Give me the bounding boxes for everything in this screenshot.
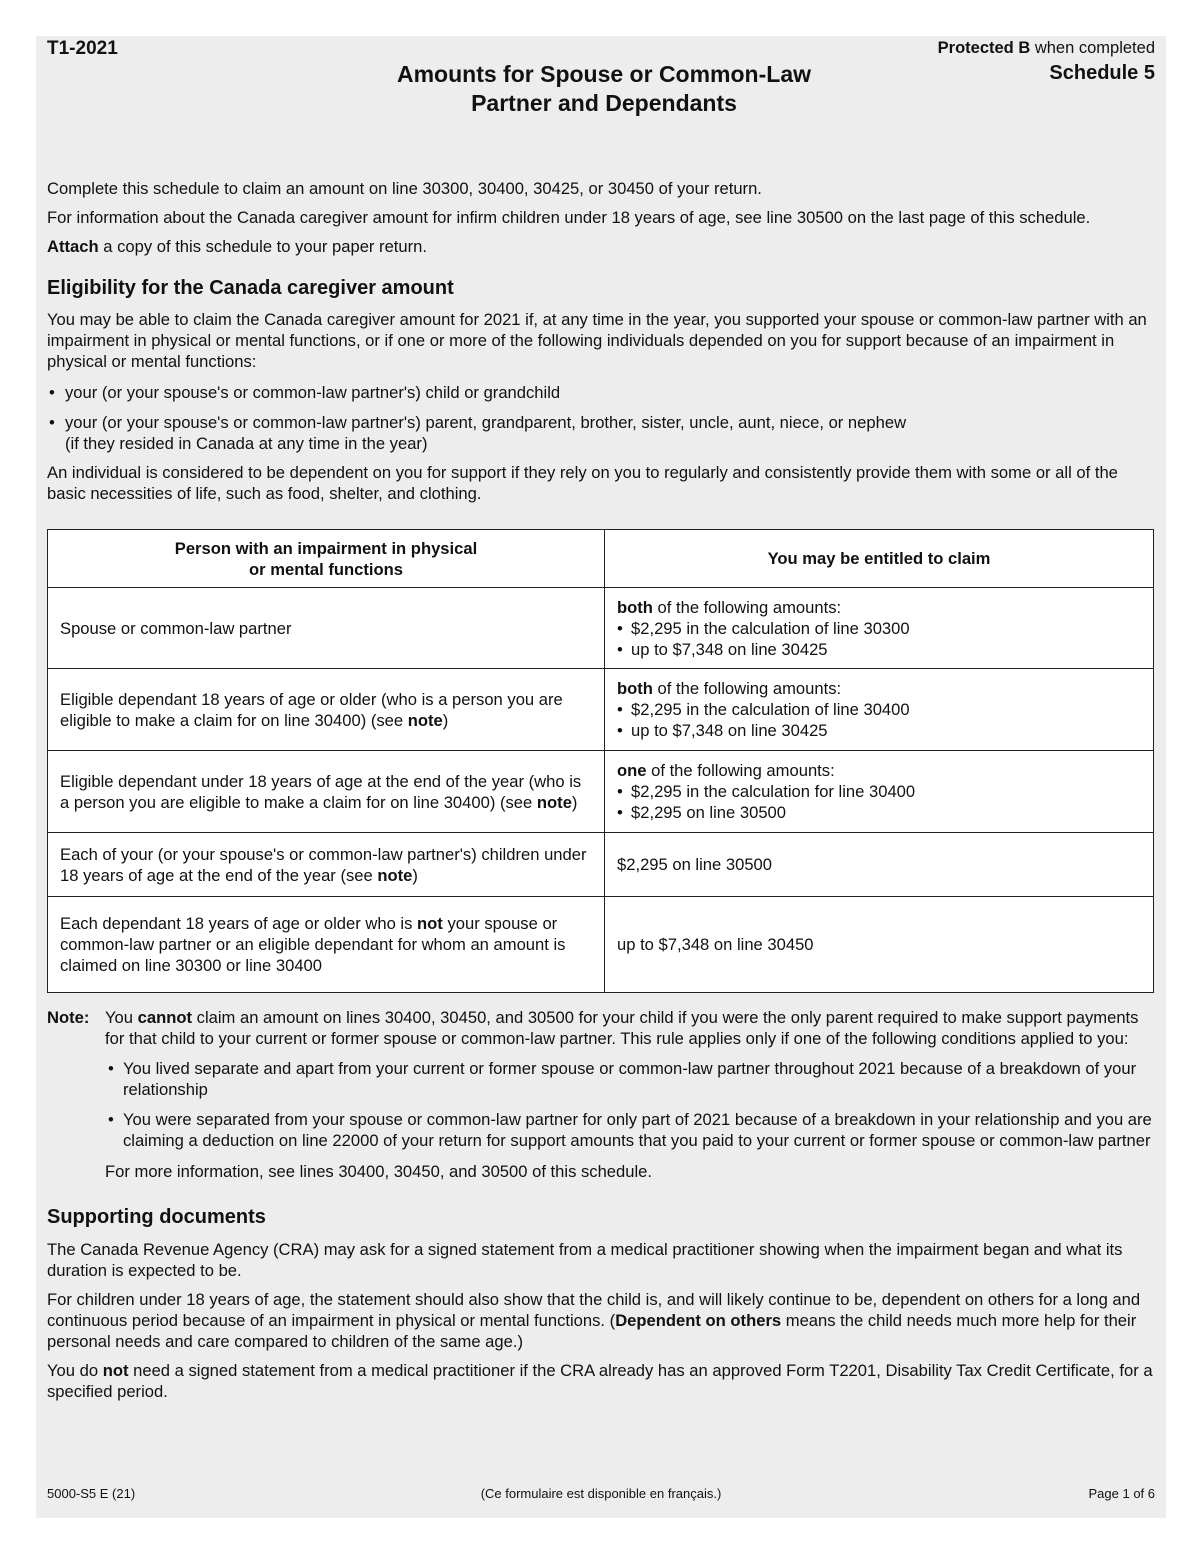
- form-page: [36, 36, 1166, 1518]
- protected-label: Protected B when completed: [937, 39, 1155, 57]
- claim-cell: both of the following amounts: • $2,295 in the calculation of line 30400 • up to $7,348 on line 30425: [605, 669, 1154, 751]
- table-row: [48, 588, 1154, 669]
- table-row: [48, 669, 1154, 751]
- schedule-label: Schedule 5: [1049, 62, 1155, 84]
- form-content: [47, 36, 1155, 1402]
- note-more-info: For more information, see lines 30400, 30450, and 30500 of this schedule.: [105, 1162, 653, 1181]
- eligibility-bullet-1: • your (or your spouse's or common-law partner's) child or grandchild: [47, 382, 1155, 403]
- person-cell: Eligible dependant under 18 years of age at the end of the year (who is a person you are eligible to make a claim for on line 30400) (see note): [48, 751, 605, 833]
- eligibility-paragraph-1: You may be able to claim the Canada caregiver amount for 2021 if, at any time in the year, you supported your spouse or common-law partner with an impairment in physical or mental functions, or if one or more of the following individuals depended on you for support because of an impairment in physical or mental functions:: [47, 310, 1147, 371]
- note-bullet-1: • You lived separate and apart from your current or former spouse or common-law partner throughout 2021 because of a breakdown of your relationship: [105, 1058, 1155, 1100]
- intro-paragraph-3: Attach a copy of this schedule to your paper return.: [47, 237, 428, 256]
- claim-cell: up to $7,348 on line 30450: [605, 897, 1154, 993]
- table-header-row: [48, 530, 1154, 588]
- page-title: Amounts for Spouse or Common-Law Partner and Dependants: [397, 61, 811, 116]
- note-text: You cannot claim an amount on lines 30400, 30450, and 30500 for your child if you were the only parent required to make support payments for that child to your current or former spouse or common-law partner. This rule applies only if one of the following conditions applied to you:: [105, 1008, 1139, 1048]
- eligibility-table: [47, 529, 1154, 993]
- person-cell: Each dependant 18 years of age or older who is not your spouse or common-law partner or an eligible dependant for whom an amount is claimed on line 30300 or line 30400: [48, 897, 605, 993]
- page-footer: [47, 1486, 1155, 1504]
- column-header-claim: You may be entitled to claim: [605, 530, 1154, 588]
- supporting-paragraph-1: The Canada Revenue Agency (CRA) may ask for a signed statement from a medical practitioner showing when the impairment began and what its duration is expected to be.: [47, 1240, 1123, 1280]
- page-number: Page 1 of 6: [1088, 1486, 1155, 1501]
- note-bullet-2: • You were separated from your spouse or common-law partner for only part of 2021 because of a breakdown in your relationship and you are claiming a deduction on line 22000 of your return for support amounts that you paid to your current or former spouse or common-law partner: [105, 1109, 1155, 1151]
- claim-cell: both of the following amounts: • $2,295 in the calculation of line 30300 • up to $7,348 on line 30425: [605, 588, 1154, 669]
- french-availability: (Ce formulaire est disponible en français.): [480, 1486, 722, 1501]
- eligibility-bullet-2: • your (or your spouse's or common-law partner's) parent, grandparent, brother, sister, uncle, aunt, niece, or nephew (if they resided in Canada at any time in the year): [47, 412, 1155, 454]
- claim-cell: $2,295 on line 30500: [605, 833, 1154, 897]
- note-label: Note:: [47, 1008, 90, 1027]
- person-cell: Each of your (or your spouse's or common-law partner's) children under 18 years of age at the end of the year (see note): [48, 833, 605, 897]
- supporting-documents-heading: Supporting documents: [47, 1206, 266, 1228]
- column-header-person: Person with an impairment in physical or mental functions: [48, 530, 605, 588]
- supporting-paragraph-2: For children under 18 years of age, the statement should also show that the child is, and will likely continue to be, dependent on others for a long and continuous period because of an impairment in physical or mental functions. (Dependent on others means the child needs much more help for their personal needs and care compared to children of the same age.): [47, 1290, 1141, 1351]
- intro-paragraph-1: Complete this schedule to claim an amount on line 30300, 30400, 30425, or 30450 of your return.: [47, 179, 762, 198]
- form-id: T1-2021: [47, 38, 118, 59]
- person-cell: Spouse or common-law partner: [48, 588, 605, 669]
- intro-paragraph-2: For information about the Canada caregiver amount for infirm children under 18 years of age, see line 30500 on the last page of this schedule.: [47, 208, 1091, 227]
- note-section: [47, 1007, 1155, 1182]
- eligibility-paragraph-2: An individual is considered to be dependent on you for support if they rely on you to regularly and consistently provide them with some or all of the basic necessities of life, such as food, shelter, and clothing.: [47, 463, 1118, 503]
- eligibility-heading: Eligibility for the Canada caregiver amount: [47, 277, 454, 299]
- table-row: [48, 751, 1154, 833]
- table-row: [48, 897, 1154, 993]
- supporting-paragraph-3: You do not need a signed statement from a medical practitioner if the CRA already has an approved Form T2201, Disability Tax Credit Certificate, for a specified period.: [47, 1361, 1153, 1401]
- claim-cell: one of the following amounts: • $2,295 in the calculation for line 30400 • $2,295 on line 30500: [605, 751, 1154, 833]
- form-header: [47, 36, 1155, 154]
- table-row: [48, 833, 1154, 897]
- person-cell: Eligible dependant 18 years of age or older (who is a person you are eligible to make a claim for on line 30400) (see note): [48, 669, 605, 751]
- form-code: 5000-S5 E (21): [47, 1486, 136, 1501]
